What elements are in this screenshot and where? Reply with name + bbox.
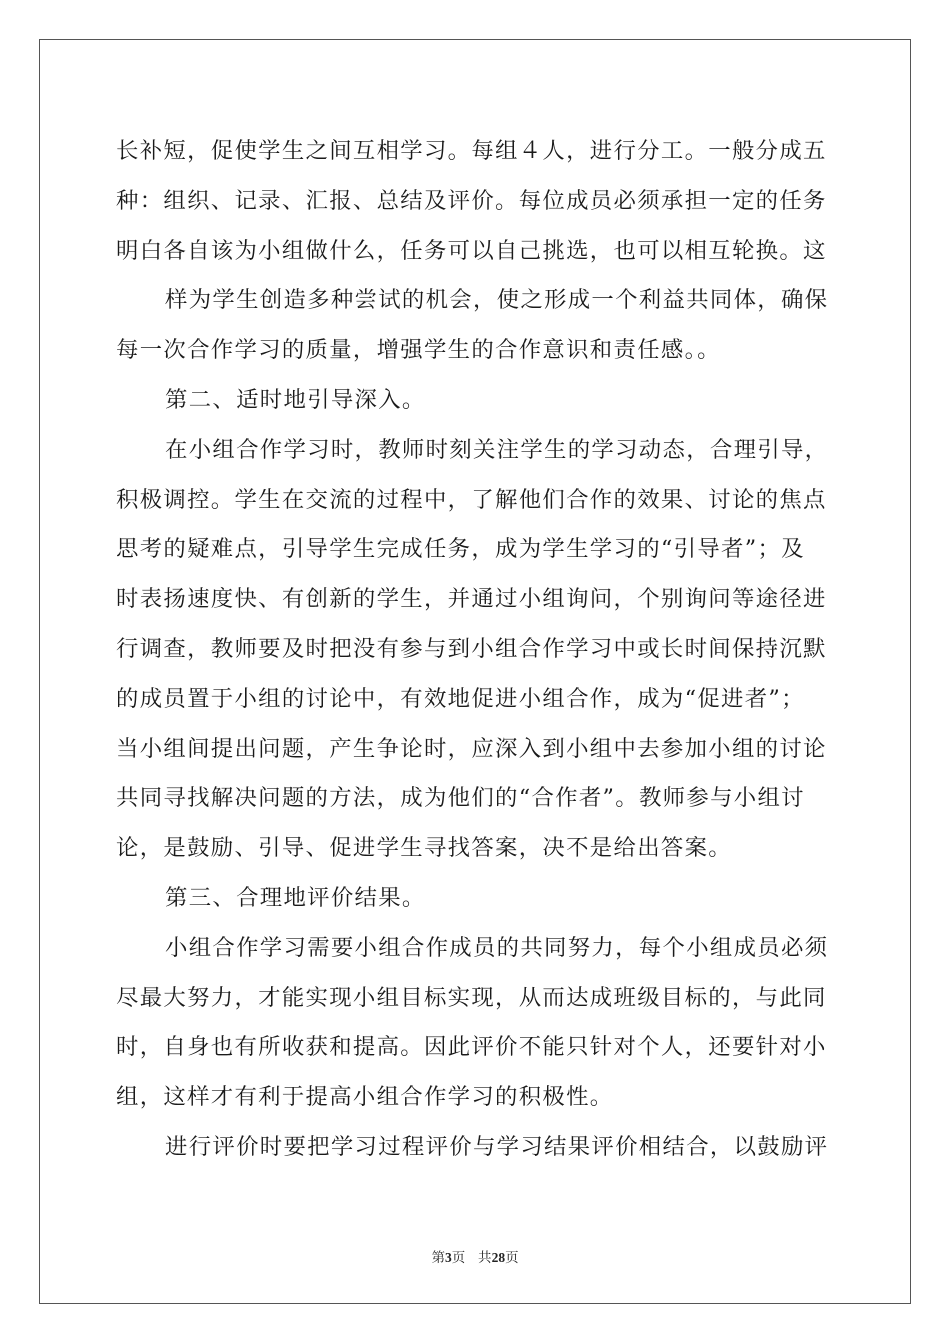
text-line: 种：组织、记录、汇报、总结及评价。每位成员必须承担一定的任务 bbox=[116, 187, 827, 214]
text-line: 每一次合作学习的质量，增强学生的合作意识和责任感。。 bbox=[116, 337, 721, 364]
page-footer bbox=[0, 1248, 950, 1268]
text-line: 的成员置于小组的讨论中，有效地促进小组合作，成为“促进者”； bbox=[116, 685, 805, 712]
text-line: 长补短，促使学生之间互相学习。每组４人，进行分工。一般分成五 bbox=[116, 138, 827, 164]
text-line: 思考的疑难点，引导学生完成任务，成为学生学习的“引导者”；及 bbox=[116, 536, 805, 563]
current-page-number: 3 bbox=[444, 1250, 452, 1265]
document-body bbox=[116, 127, 836, 1173]
text-line: 组，这样才有利于提高小组合作学习的积极性。 bbox=[116, 1084, 614, 1111]
footer-prefix: 第 bbox=[431, 1250, 445, 1266]
text-line: 样为学生创造多种尝试的机会，使之形成一个利益共同体，确保 bbox=[165, 287, 829, 314]
text-line: 积极调控。学生在交流的过程中，了解他们合作的效果、讨论的焦点 bbox=[116, 486, 827, 513]
text-line: 共同寻找解决问题的方法，成为他们的“合作者”。教师参与小组讨 bbox=[116, 785, 805, 812]
text-line: 小组合作学习需要小组合作成员的共同努力，每个小组成员必须 bbox=[165, 934, 829, 961]
footer-suffix: 页 bbox=[505, 1250, 519, 1266]
text-line: 明白各自该为小组做什么，任务可以自己挑选，也可以相互轮换。这 bbox=[116, 237, 827, 264]
total-page-count: 28 bbox=[491, 1250, 506, 1265]
text-line: 行调查，教师要及时把没有参与到小组合作学习中或长时间保持沉默 bbox=[116, 635, 827, 662]
text-line: 时，自身也有所收获和提高。因此评价不能只针对个人，还要针对小 bbox=[116, 1034, 827, 1061]
section-heading: 第二、适时地引导深入。 bbox=[165, 386, 426, 413]
text-line: 在小组合作学习时，教师时刻关注学生的学习动态，合理引导， bbox=[165, 436, 829, 463]
footer-middle: 页 共 bbox=[451, 1250, 492, 1266]
text-line: 尽最大努力，才能实现小组目标实现，从而达成班级目标的，与此同 bbox=[116, 984, 827, 1011]
text-line: 论，是鼓励、引导、促进学生寻找答案，决不是给出答案。 bbox=[116, 835, 732, 862]
text-line: 时表扬速度快、有创新的学生，并通过小组询问，个别询问等途径进 bbox=[116, 586, 827, 613]
text-line: 进行评价时要把学习过程评价与学习结果评价相结合，以鼓励评 bbox=[165, 1133, 829, 1160]
text-line: 当小组间提出问题，产生争论时，应深入到小组中去参加小组的讨论 bbox=[116, 735, 827, 762]
section-heading: 第三、合理地评价结果。 bbox=[165, 884, 426, 911]
